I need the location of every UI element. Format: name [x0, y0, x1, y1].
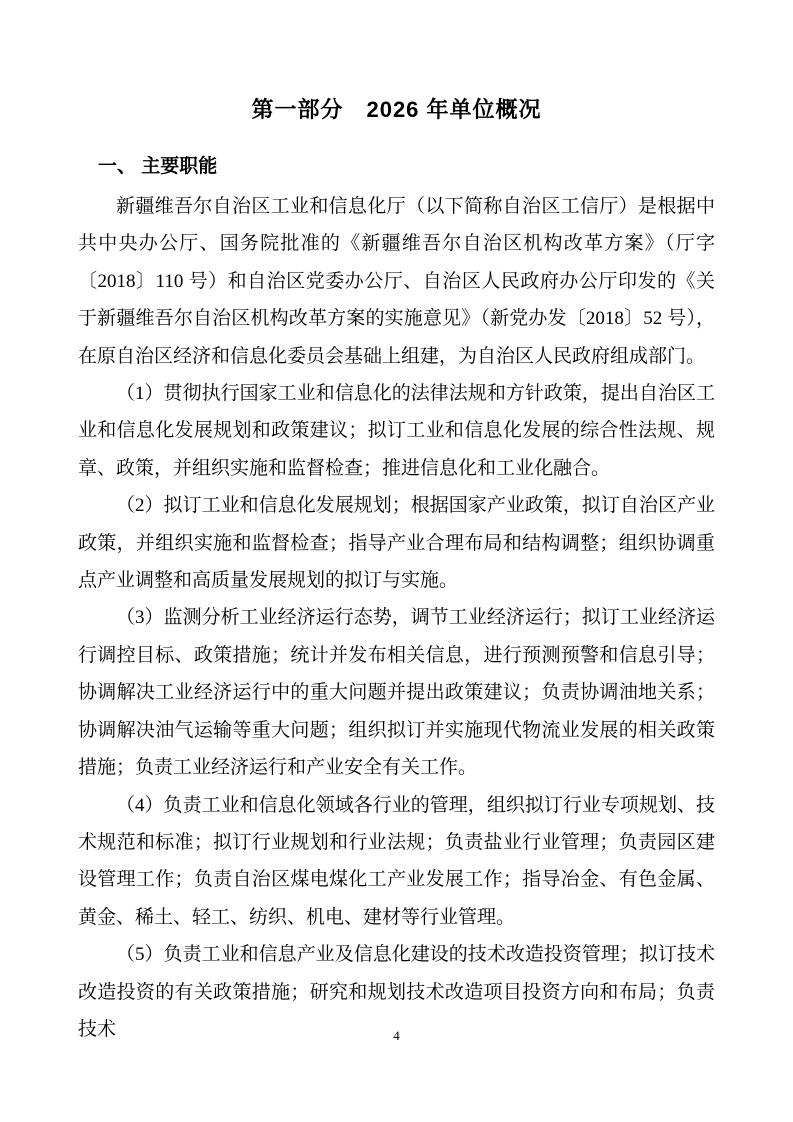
page-title: 第一部分 2026 年单位概况 [251, 97, 542, 122]
body-paragraph: （1）贯彻执行国家工业和信息化的法律法规和方针政策，提出自治区工业和信息化发展规划和政策建议；拟订工业和信息化发展的综合性法规、规章、政策，并组织实施和监督检查；推进信息化和工业化融合。 [78, 383, 715, 479]
body-paragraph: （4）负责工业和信息化领域各行业的管理，组织拟订行业专项规划、技术规范和标准；拟订行业规划和行业法规；负责盐业行业管理；负责园区建设管理工作；负责自治区煤电煤化工产业发展工作；指导冶金、有色金属、黄金、稀土、轻工、纺织、机电、建材等行业管理。 [78, 794, 715, 928]
body-paragraph: （5）负责工业和信息产业及信息化建设的技术改造投资管理；拟订技术改造投资的有关政策措施；研究和规划技术改造项目投资方向和布局；负责技术 [78, 944, 715, 1040]
body-paragraph: （3）监测分析工业经济运行态势，调节工业经济运行；拟订工业经济运行调控目标、政策措施；统计并发布相关信息，进行预测预警和信息引导；协调解决工业经济运行中的重大问题并提出政策建议；负责协调油地关系；协调解决油气运输等重大问题；组织拟订并实施现代物流业发展的相关政策措施；负责工业经济运行和产业安全有关工作。 [78, 607, 715, 779]
section-heading: 一、 主要职能 [98, 156, 218, 177]
page-number: 4 [393, 1028, 400, 1043]
body-paragraph: 新疆维吾尔自治区工业和信息化厅（以下简称自治区工信厅）是根据中共中央办公厅、国务院批准的《新疆维吾尔自治区机构改革方案》（厅字〔2018〕110 号）和自治区党委办公厅、自治区人民政府办公厅印发的《关于新疆维吾尔自治区机构改革方案的实施意见》（新党办发〔2018〕52 号），在原自治区经济和信息化委员会基础上组建，为自治区人民政府组成部门。 [78, 196, 715, 367]
document-body [78, 188, 715, 1048]
body-paragraph: （2）拟订工业和信息化发展规划；根据国家产业政策，拟订自治区产业政策，并组织实施和监督检查；指导产业合理布局和结构调整；组织协调重点产业调整和高质量发展规划的拟订与实施。 [78, 495, 715, 592]
